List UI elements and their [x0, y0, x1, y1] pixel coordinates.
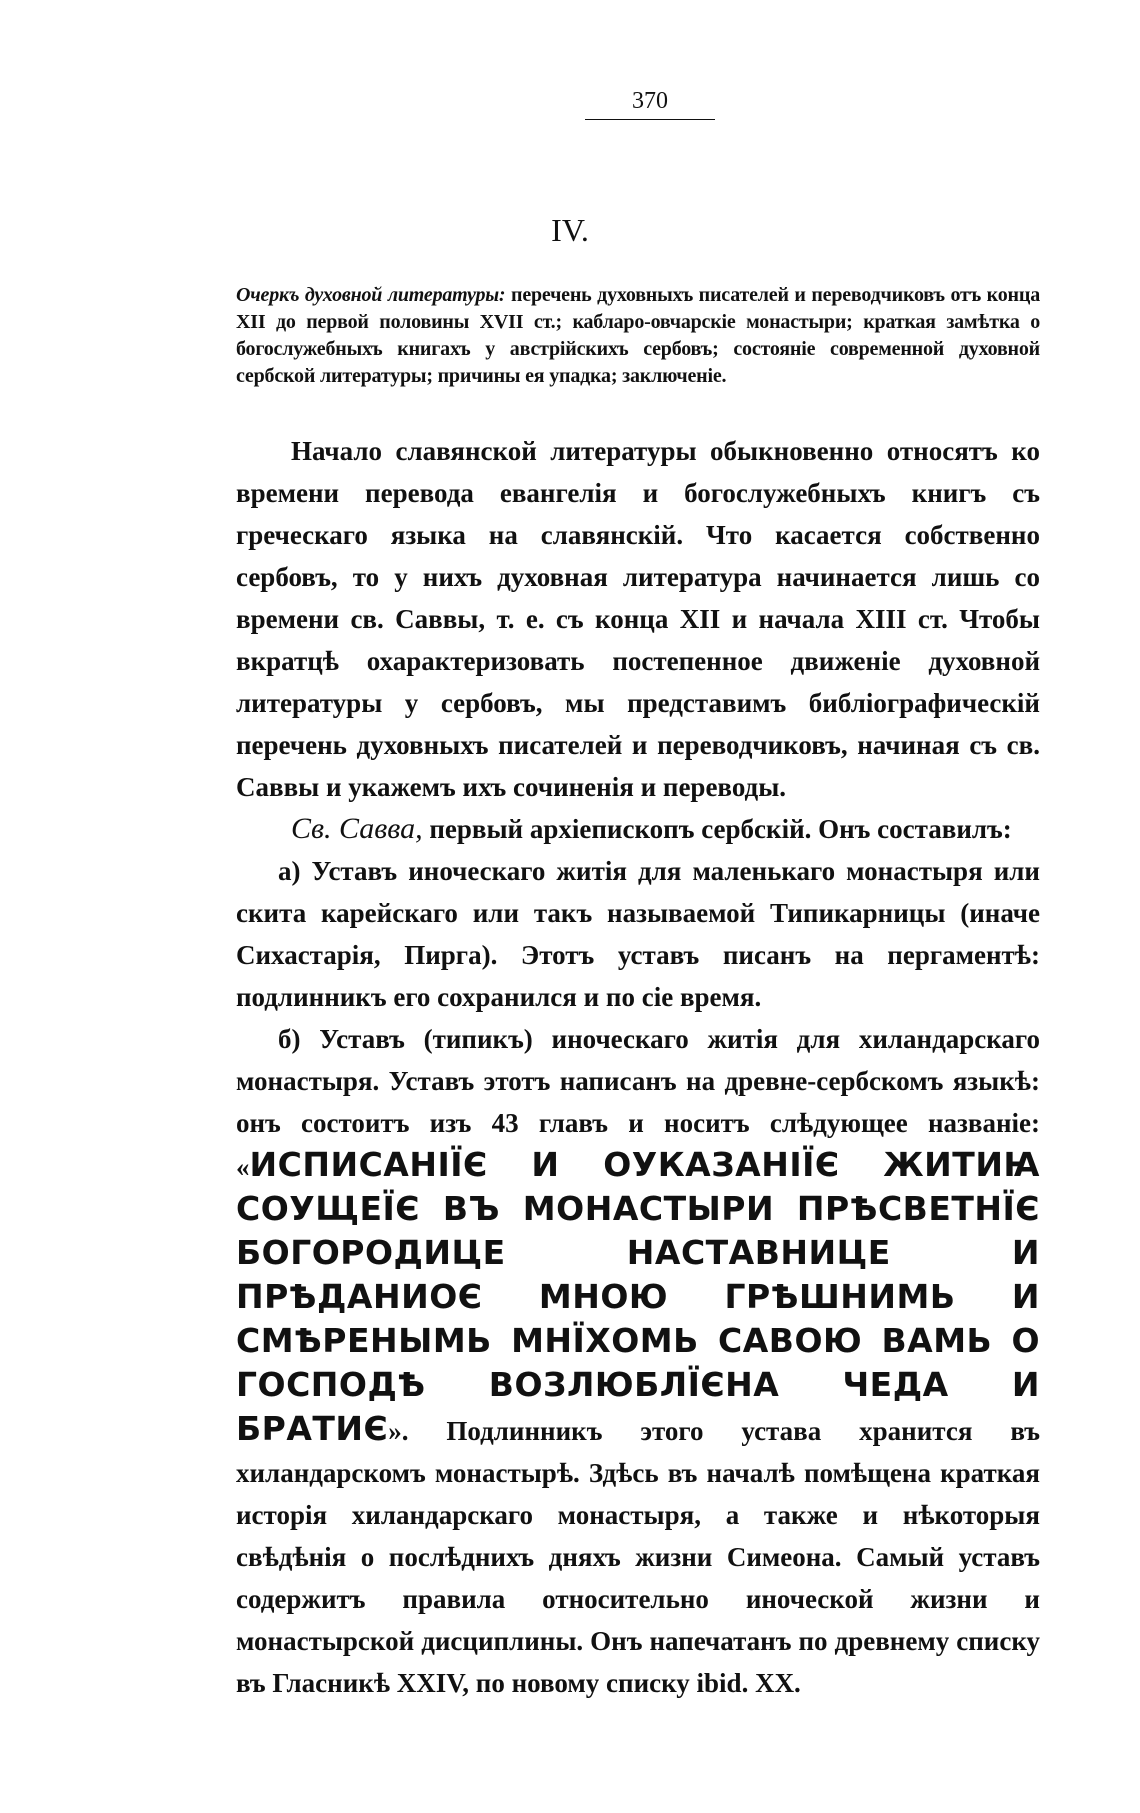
- sava-text: первый архіепископъ сербскій. Онъ составилъ:: [422, 814, 1012, 844]
- item-a-paragraph: а) Уставъ иноческаго житія для маленькаго монастыря или скита карейскаго или такъ называемой Типикарницы (иначе Сихастарія, Пирга). Этотъ уставъ писанъ на пергаментѣ: подлинникъ его сохранился и по сіе время.: [236, 856, 1040, 1012]
- page-number: 370: [585, 88, 715, 120]
- item-b-text: б) Уставъ (типикъ) иноческаго житія для хиландарскаго монастыря. Уставъ этотъ написанъ на древне-сербскомъ языкѣ: онъ состоитъ изъ 43 главъ и носитъ слѣдующее названіе: «: [236, 1024, 1040, 1182]
- body-text: [236, 430, 1040, 1704]
- sava-paragraph: [236, 808, 1040, 850]
- summary-lead: Очеркъ духовной литературы:: [236, 284, 506, 306]
- chapter-summary: [236, 282, 1040, 390]
- summary-text: перечень духовныхъ писателей и переводчиковъ отъ конца XII до первой половины XVII ст.; кабларо-овчарскіе монастыри; краткая замѣтка о богослужебныхъ книгахъ у австрійскихъ сербовъ; состояніе современной духовной сербской литературы; причины ея упадка; заключеніе.: [236, 284, 1040, 387]
- item-b-rest: ». Подлинникъ этого устава хранится въ хиландарскомъ монастырѣ. Здѣсь въ началѣ помѣщена краткая исторія хиландарскаго монастыря, а также и нѣкоторыя свѣдѣнія о послѣднихъ дняхъ жизни Симеона. Самый уставъ содержитъ правила относительно иноческой жизни и монастырской дисциплины. Онъ напечатанъ по древнему списку въ Гласникѣ XXIV, по новому списку ibid. XX.: [236, 1416, 1040, 1698]
- chapter-numeral: IV.: [551, 212, 589, 248]
- old-slavonic-title: ИСПИСАНІЇЄ И ОУКАЗАНІЇЄ ЖИТИꙖ СОУЩЕЇЄ ВЪ МОНАСТЫРИ ПРѢСВЕТНЇЄ БОГОРОДИЦЕ НАСТАВНИЦЕ И ПРѢДАНИОЄ МНОЮ ГРѢШНИМЬ И СМѢРЕНЫМЬ МНЇХОМЬ САВОЮ ВАМЬ О ГОСПОДѢ ВОЗЛЮБЛЇЄНА ЧЕДА И БРАТИЄ: [236, 1145, 1040, 1448]
- item-b-paragraph: [236, 1018, 1040, 1704]
- sava-name: Св. Савва,: [291, 812, 423, 845]
- intro-paragraph: Начало славянской литературы обыкновенно относятъ ко времени перевода евангелія и богослужебныхъ книгъ съ греческаго языка на славянскій. Что касается собственно сербовъ, то у нихъ духовная литература начинается лишь со времени св. Саввы, т. е. съ конца XII и начала XIII ст. Чтобы вкратцѣ охарактеризовать постепенное движеніе духовной литературы у сербовъ, мы представимъ библіографическій перечень духовныхъ писателей и переводчиковъ, начиная съ св. Саввы и укажемъ ихъ сочиненія и переводы.: [236, 436, 1040, 802]
